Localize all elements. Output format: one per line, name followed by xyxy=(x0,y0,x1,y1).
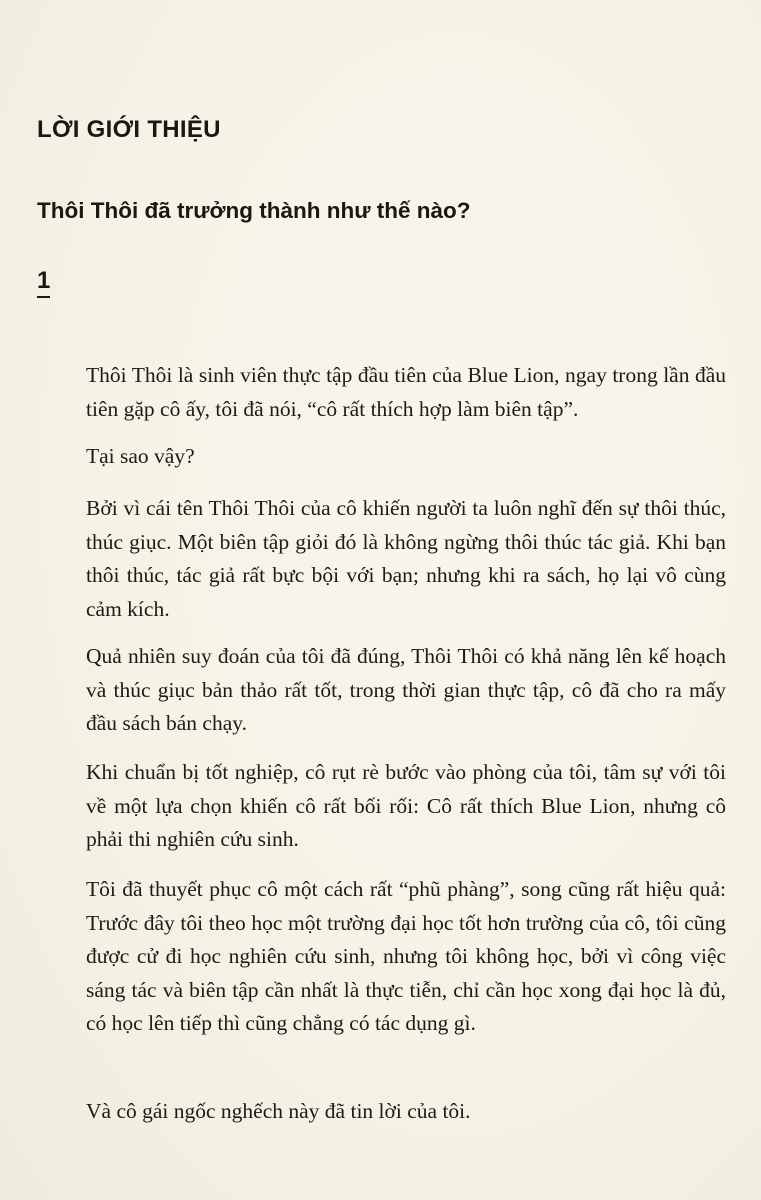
paragraph-2 xyxy=(86,440,726,474)
paragraph-1 xyxy=(86,359,726,426)
paragraph-6 xyxy=(86,873,726,1041)
chapter-subtitle: Thôi Thôi đã trưởng thành như thế nào? xyxy=(37,198,471,223)
chapter-number: 1 xyxy=(37,268,50,298)
paragraph-7-text: Và cô gái ngốc nghếch này đã tin lời của tôi. xyxy=(86,1099,471,1123)
paragraph-6-text: Tôi đã thuyết phục cô một cách rất “phũ phàng”, song cũng rất hiệu quả: Trước đây tôi theo học một trường đại học tốt hơn trường của cô, tôi cũng được cử đi học nghiên cứu sinh, nhưng tôi không học, bởi vì công việc sáng tác và biên tập cần nhất là thực tiễn, chỉ cần học xong đại học là đủ, có học lên tiếp thì cũng chẳng có tác dụng gì. xyxy=(86,877,726,1035)
section-title: LỜI GIỚI THIỆU xyxy=(37,116,221,143)
paragraph-2-text: Tại sao vậy? xyxy=(86,444,195,468)
paragraph-5-text: Khi chuẩn bị tốt nghiệp, cô rụt rè bước vào phòng của tôi, tâm sự với tôi về một lựa chọn khiến cô rất bối rối: Cô rất thích Blue Lion, nhưng cô phải thi nghiên cứu sinh. xyxy=(86,760,726,851)
paragraph-1-text: Thôi Thôi là sinh viên thực tập đầu tiên của Blue Lion, ngay trong lần đầu tiên gặp cô ấy, tôi đã nói, “cô rất thích hợp làm biên tập”. xyxy=(86,363,726,421)
paragraph-7 xyxy=(86,1095,726,1129)
paragraph-3 xyxy=(86,492,726,626)
paragraph-4 xyxy=(86,640,726,741)
paragraph-4-text: Quả nhiên suy đoán của tôi đã đúng, Thôi Thôi có khả năng lên kế hoạch và thúc giục bản thảo rất tốt, trong thời gian thực tập, cô đã cho ra mấy đầu sách bán chạy. xyxy=(86,644,726,735)
paragraph-3-text: Bởi vì cái tên Thôi Thôi của cô khiến người ta luôn nghĩ đến sự thôi thúc, thúc giục. Một biên tập giỏi đó là không ngừng thôi thúc tác giả. Khi bạn thôi thúc, tác giả rất bực bội với bạn; nhưng khi ra sách, họ lại vô cùng cảm kích. xyxy=(86,496,726,621)
paragraph-5 xyxy=(86,756,726,857)
